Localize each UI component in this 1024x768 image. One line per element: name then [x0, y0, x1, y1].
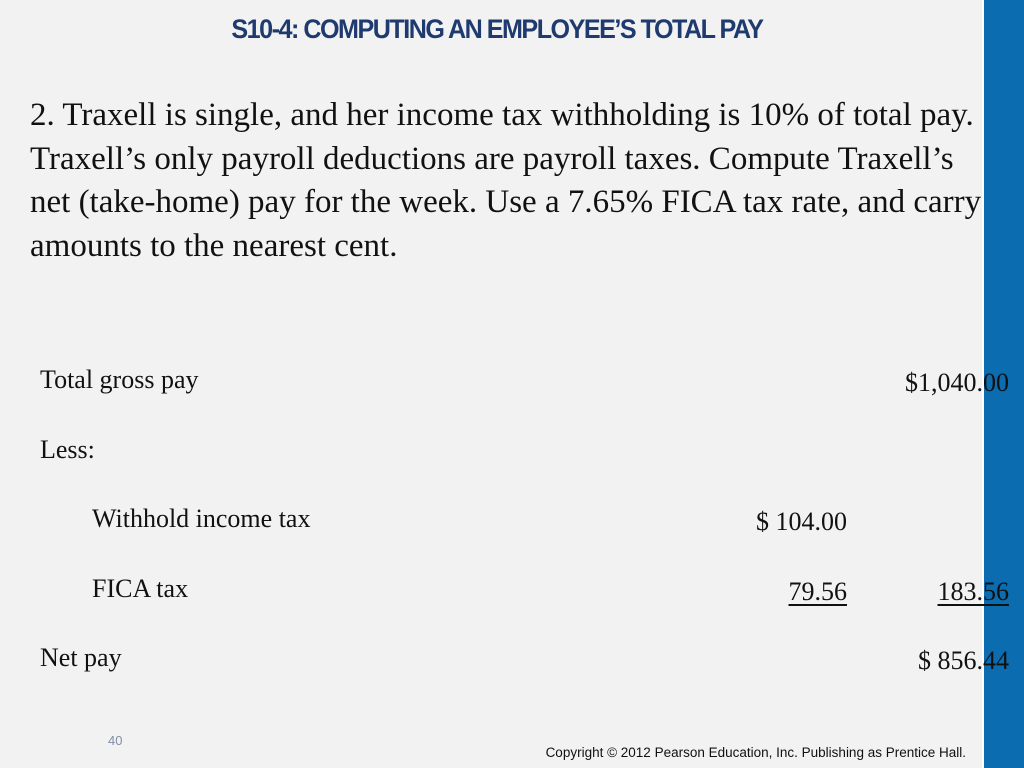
row-label: Less: — [40, 434, 95, 464]
row-amount-2: $1,040.00 — [905, 368, 1009, 397]
row-label: Net pay — [40, 643, 122, 672]
row-label: Total gross pay — [40, 365, 199, 394]
row-label: FICA tax — [92, 573, 189, 603]
row-amount-2 — [847, 425, 1009, 495]
copyright-notice: Copyright © 2012 Pearson Education, Inc. Publishing as Prentice Hall. — [545, 745, 966, 760]
problem-text: 2. Traxell is single, and her income tax withholding is 10% of total pay. Traxell’s only payroll deductions are payroll taxes. Compute Traxell’s net (take-home) pay for the week. Use a 7.65% FICA tax rate, and carry amounts to the nearest cent. — [30, 97, 982, 264]
row-amount-2: 183.56 — [937, 576, 1009, 606]
table-row-less — [30, 425, 1009, 495]
row-amount-2 — [847, 494, 1009, 564]
row-amount-1: 79.56 — [788, 576, 847, 606]
row-amount-1: $ 104.00 — [756, 507, 847, 536]
row-label: Withhold income tax — [92, 504, 311, 533]
row-amount-1 — [637, 355, 847, 425]
payroll-table — [30, 355, 1009, 703]
table-row-gross-pay — [30, 355, 1009, 425]
table-row-income-tax — [30, 494, 1009, 564]
row-amount-2: $ 856.44 — [918, 646, 1009, 675]
slide-number: 40 — [108, 733, 123, 748]
slide-title: S10-4: COMPUTING AN EMPLOYEE’S TOTAL PAY — [231, 14, 763, 44]
row-amount-1 — [637, 633, 847, 703]
table-row-fica-tax — [30, 564, 1009, 634]
table-row-net-pay — [30, 633, 1009, 703]
row-amount-1 — [637, 425, 847, 495]
